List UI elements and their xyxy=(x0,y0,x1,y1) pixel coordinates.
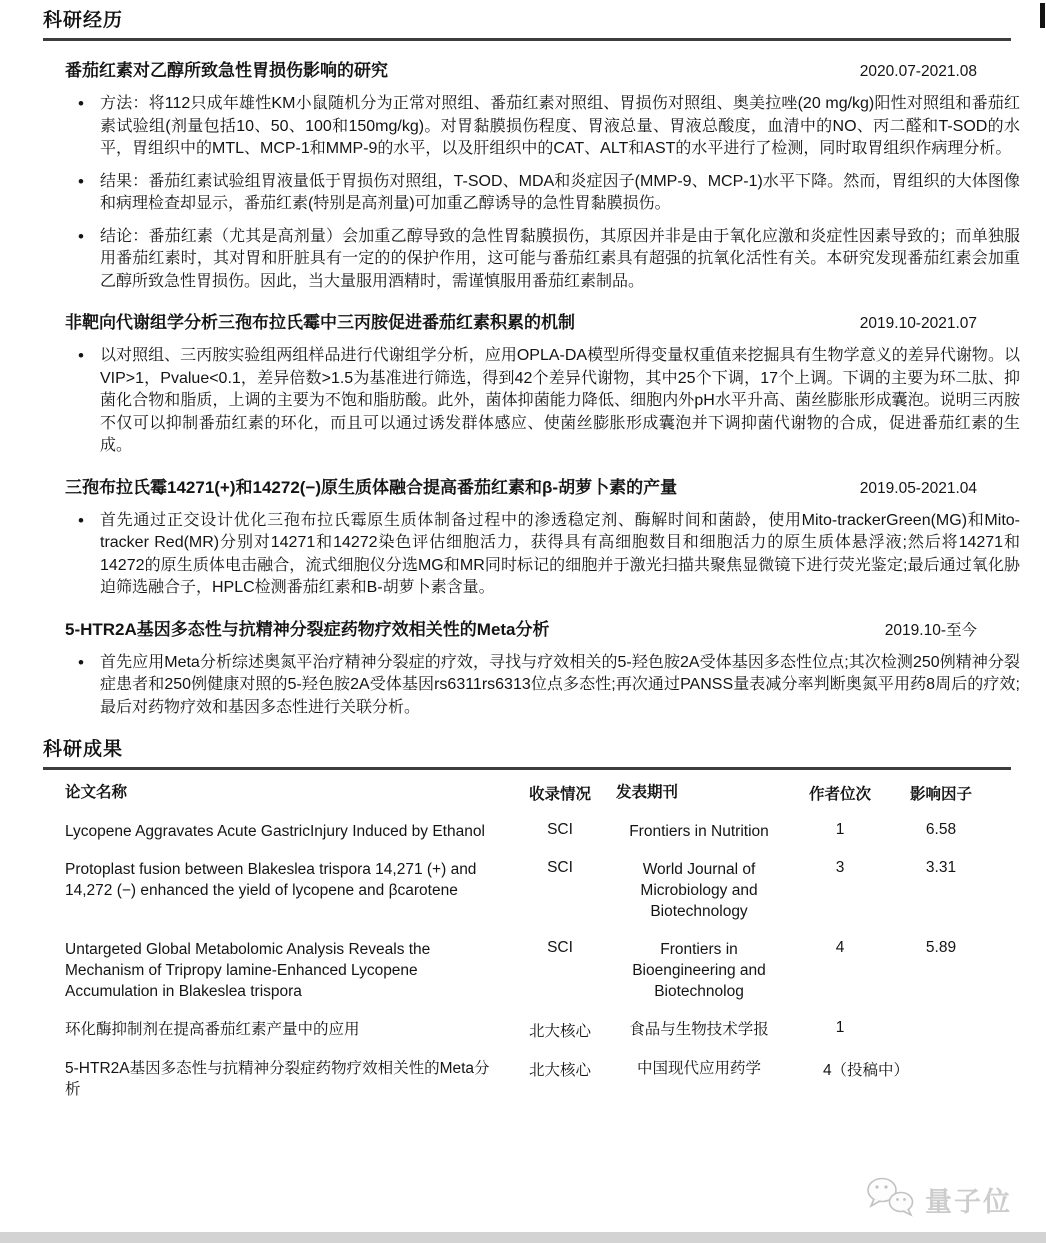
project-bullets xyxy=(43,510,1031,600)
project-date: 2020.07-2021.08 xyxy=(859,63,977,80)
project-title: 番茄红素对乙醇所致急性胃损伤影响的研究 xyxy=(65,61,388,80)
project-title-row xyxy=(43,308,1031,333)
project-block xyxy=(43,473,1031,600)
section-divider xyxy=(43,767,1011,770)
bullet-item: • 结果：番茄红素试验组胃液量低于胃损伤对照组，T-SOD、MDA和炎症因子(MMP-9、MCP-1)水平下降。然而，胃组织的大体图像和病理检查却显示，番茄红素(特别是高剂量)可加重乙醇诱导的急性胃黏膜损伤。 xyxy=(43,171,1031,216)
table-row xyxy=(65,1058,1031,1100)
bullet-item: • 首先应用Meta分析综述奥氮平治疗精神分裂症的疗效，寻找与疗效相关的5-羟色胺2A受体基因多态性位点;其次检测250例精神分裂症患者和250例健康对照的5-羟色胺2A受体基因rs6311rs6313位点多态性;再次通过PANSS量表减分率判断奥氮平用药8周后的疗效;最后对药物疗效和基因多态性进行关联分析。 xyxy=(43,652,1031,720)
project-block xyxy=(43,308,1031,458)
cell-journal: Frontiers in Bioengineering and Biotechnolog xyxy=(632,941,766,1000)
project-bullets xyxy=(43,652,1031,720)
cell-impact-factor: 3.31 xyxy=(925,859,957,876)
table-row xyxy=(65,821,1031,842)
section-research-achievements xyxy=(43,729,1031,1100)
cell-paper-name: Lycopene Aggravates Acute GastricInjury Induced by Ethanol xyxy=(65,823,485,840)
section-research-experience xyxy=(43,0,1031,719)
project-title: 5-HTR2A基因多态性与抗精神分裂症药物疗效相关性的Meta分析 xyxy=(65,619,550,639)
cell-index-status: SCI xyxy=(547,939,573,956)
cell-index-status: SCI xyxy=(547,859,573,876)
cell-impact-factor: 6.58 xyxy=(925,821,957,838)
watermark-label: 量子位 xyxy=(925,1187,1012,1217)
cell-author-rank: 3 xyxy=(835,859,845,876)
project-title-row xyxy=(43,56,1031,81)
cell-author-rank: 4（投稿中） xyxy=(822,1062,910,1079)
project-title: 三孢布拉氏霉14271(+)和14272(−)原生质体融合提高番茄红素和β-胡萝卜素的产量 xyxy=(65,477,678,497)
project-block xyxy=(43,615,1031,720)
cell-index-status: 北大核心 xyxy=(528,1023,591,1040)
cell-journal: 食品与生物技术学报 xyxy=(629,1021,769,1038)
section-title-achievements: 科研成果 xyxy=(43,739,124,760)
page-edge-mark xyxy=(1040,3,1045,28)
project-title-row xyxy=(43,615,1031,640)
cell-journal: Frontiers in Nutrition xyxy=(629,823,769,840)
project-date: 2019.05-2021.04 xyxy=(859,479,977,497)
project-block xyxy=(43,56,1031,293)
cell-author-rank: 1 xyxy=(835,821,845,838)
bullet-item: • 以对照组、三丙胺实验组两组样品进行代谢组学分析，应用OPLA-DA模型所得变量权重值来挖掘具有生物学意义的差异代谢物。以VIP>1，Pvalue<0.1，差异倍数>1.5为基准进行筛选，得到42个差异代谢物，其中25个下调，17个上调。下调的主要为环二肽、抑菌化合物和脂质，上调的主要为不饱和脂肪酸。此外，菌体抑菌能力降低、细胞内外pH水平升高、菌丝膨胀形成囊泡。说明三丙胺不仅可以抑制番茄红素的环化，而且可以通过诱发群体感应、使菌丝膨胀形成囊泡并下调抑菌代谢物的合成，促进番茄红素的生成。 xyxy=(43,345,1031,458)
project-title-row xyxy=(43,473,1031,498)
cell-author-rank: 4 xyxy=(835,939,845,956)
project-date: 2019.10-至今 xyxy=(884,621,977,639)
column-header-journal: 发表期刊 xyxy=(616,784,679,801)
cell-impact-factor: 5.89 xyxy=(925,939,957,956)
bullet-item: • 结论：番茄红素（尤其是高剂量）会加重乙醇导致的急性胃黏膜损伤，其原因并非是由于氧化应激和炎症性因素导致的；而单独服用番茄红素时，其对胃和肝脏具有一定的的保护作用，这可能与番茄红素具有超强的抗氧化活性有关。本研究发现番茄红素会加重乙醇所致急性胃损伤。因此，当大量服用酒精时，需谨慎服用番茄红素制品。 xyxy=(43,226,1031,294)
cell-paper-name: 环化酶抑制剂在提高番茄红素产量中的应用 xyxy=(65,1021,360,1038)
cell-author-rank: 1 xyxy=(835,1019,845,1036)
project-bullets xyxy=(43,93,1031,293)
cell-journal: 中国现代应用药学 xyxy=(636,1060,761,1077)
table-row xyxy=(65,1019,1031,1041)
section-title-experience: 科研经历 xyxy=(43,10,124,31)
table-header-row xyxy=(65,782,1031,804)
cell-index-status: SCI xyxy=(547,821,573,838)
project-bullets xyxy=(43,345,1031,458)
table-row xyxy=(65,939,1031,1002)
column-header-impact-factor: 影响因子 xyxy=(909,786,972,803)
cell-paper-name: 5-HTR2A基因多态性与抗精神分裂症药物疗效相关性的Meta分析 xyxy=(65,1060,490,1098)
cell-index-status: 北大核心 xyxy=(528,1062,591,1079)
publications-table xyxy=(43,782,1031,1100)
cell-paper-name: Untargeted Global Metabolomic Analysis Reveals the Mechanism of Tripropy lamine-Enhanced Lycopene Accumulation in Blakeslea trispora xyxy=(65,941,431,1000)
resume-page xyxy=(43,0,1031,1100)
bullet-item: • 首先通过正交设计优化三孢布拉氏霉原生质体制备过程中的渗透稳定剂、酶解时间和菌龄，使用Mito-trackerGreen(MG)和Mito-tracker Red(MR)分别对14271和14272染色评估细胞活力，获得具有高细胞数目和细胞活力的原生质体悬浮液;然后将14271和14272的原生质体电击融合，流式细胞仪分选MG和MR同时标记的细胞并于激光扫描共聚焦显微镜下进行荧光鉴定;最后通过氧化胁迫筛选融合子，HPLC检测番茄红素和B-胡萝卜素含量。 xyxy=(43,510,1031,600)
column-header-paper-name: 论文名称 xyxy=(65,784,128,801)
table-row xyxy=(65,859,1031,922)
qbitai-watermark xyxy=(864,1176,1012,1223)
bullet-item: • 方法：将112只成年雄性KM小鼠随机分为正常对照组、番茄红素对照组、胃损伤对照组、奥美拉唑(20 mg/kg)阳性对照组和番茄红素试验组(剂量包括10、50、100和150mg/kg)。对胃黏膜损伤程度、胃液总量、胃液总酸度，血清中的NO、丙二醛和T-SOD的水平，胃组织中的MTL、MCP-1和MMP-9的水平，以及肝组织中的CAT、ALT和AST的水平进行了检测，同时取胃组织作病理分析。 xyxy=(43,93,1031,161)
bottom-gray-bar xyxy=(0,1232,1046,1243)
column-header-index-status: 收录情况 xyxy=(528,786,591,803)
project-title: 非靶向代谢组学分析三孢布拉氏霉中三丙胺促进番茄红素积累的机制 xyxy=(65,313,575,332)
column-header-author-rank: 作者位次 xyxy=(808,786,871,803)
project-date: 2019.10-2021.07 xyxy=(859,315,977,332)
cell-journal: World Journal of Microbiology and Biotechnology xyxy=(640,861,758,920)
wechat-bubbles-icon xyxy=(864,1176,918,1223)
cell-paper-name: Protoplast fusion between Blakeslea trispora 14,271 (+) and 14,272 (−) enhanced the yield of lycopene and βcarotene xyxy=(65,861,477,899)
section-divider xyxy=(43,38,1011,41)
